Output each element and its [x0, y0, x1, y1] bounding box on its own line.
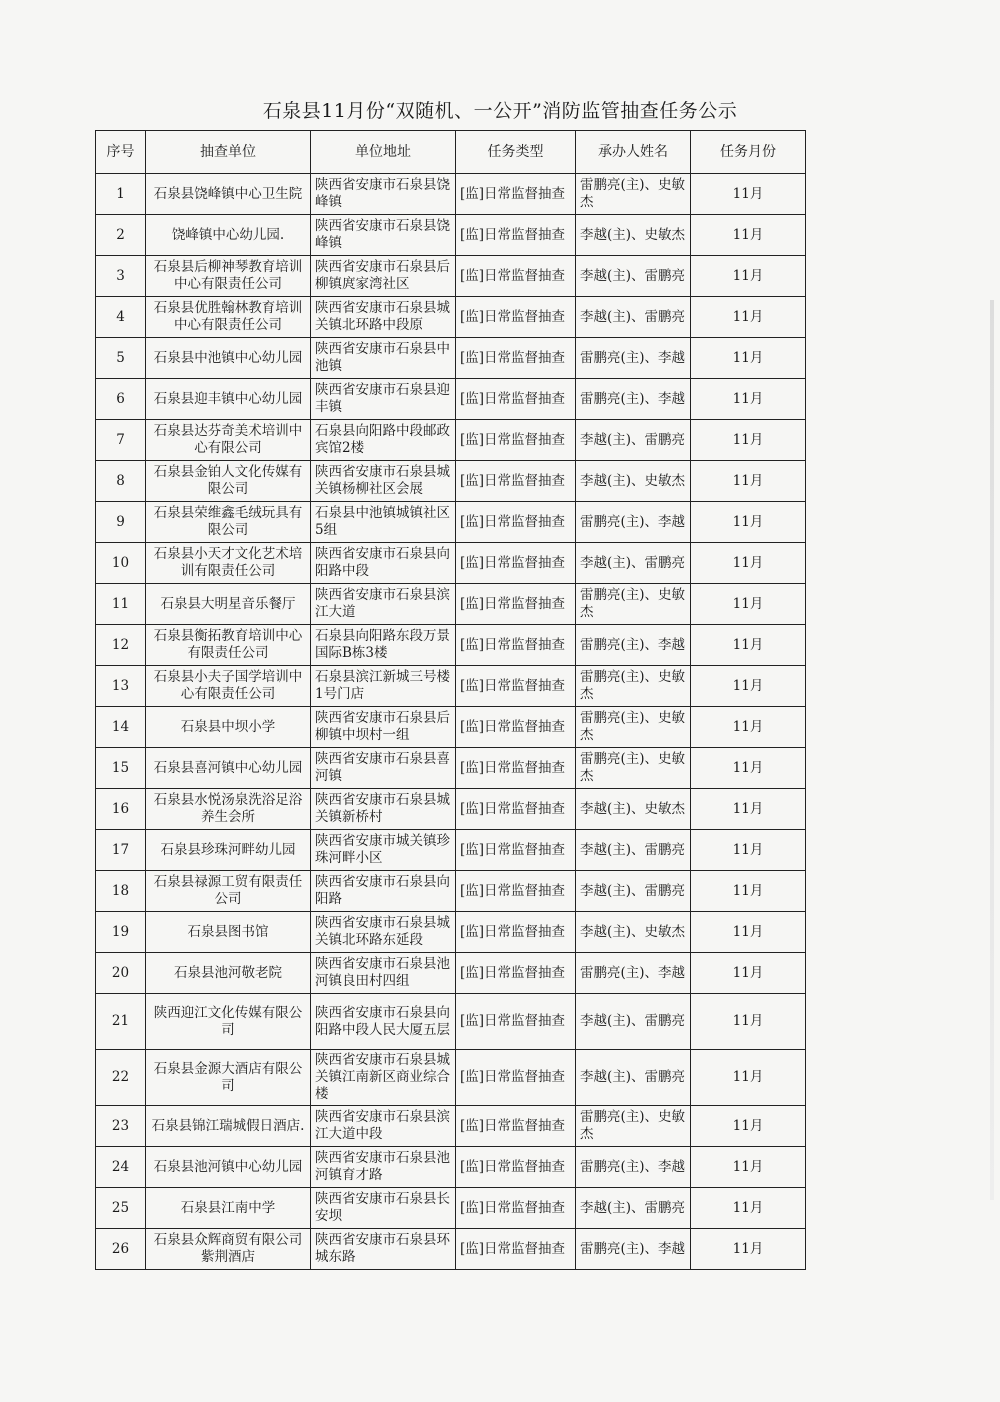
row-month: 11月: [691, 379, 806, 420]
row-month: 11月: [691, 256, 806, 297]
row-person: 雷鹏亮(主)、李越: [576, 1229, 691, 1270]
row-unit: 石泉县喜河镇中心幼儿园: [146, 748, 311, 789]
row-month: 11月: [691, 789, 806, 830]
header-unit: 抽查单位: [146, 131, 311, 174]
row-unit: 石泉县达芬奇美术培训中心有限公司: [146, 420, 311, 461]
table-row: [96, 1050, 806, 1106]
row-person: 雷鹏亮(主)、史敏杰: [576, 666, 691, 707]
table-row: [96, 379, 806, 420]
row-unit: 石泉县优胜翰林教育培训中心有限责任公司: [146, 297, 311, 338]
row-number: 21: [96, 994, 146, 1050]
row-address: 石泉县滨江新城三号楼1号门店: [311, 666, 456, 707]
table-row: [96, 1147, 806, 1188]
row-task-type: [监]日常监督抽查: [456, 174, 576, 215]
row-month: 11月: [691, 461, 806, 502]
row-unit: 石泉县大明星音乐餐厅: [146, 584, 311, 625]
row-person: 李越(主)、雷鹏亮: [576, 297, 691, 338]
row-unit: 石泉县饶峰镇中心卫生院: [146, 174, 311, 215]
row-unit: 石泉县荣维鑫毛绒玩具有限公司: [146, 502, 311, 543]
table-row: [96, 666, 806, 707]
row-month: 11月: [691, 215, 806, 256]
row-unit: 石泉县池河敬老院: [146, 953, 311, 994]
document-title: 石泉县11月份“双随机、一公开”消防监管抽查任务公示: [262, 100, 738, 122]
row-address: 陕西省安康市石泉县滨江大道: [311, 584, 456, 625]
row-task-type: [监]日常监督抽查: [456, 584, 576, 625]
row-task-type: [监]日常监督抽查: [456, 789, 576, 830]
row-number: 17: [96, 830, 146, 871]
row-month: 11月: [691, 420, 806, 461]
row-task-type: [监]日常监督抽查: [456, 1147, 576, 1188]
row-unit: 石泉县中池镇中心幼儿园: [146, 338, 311, 379]
row-unit: 石泉县金源大酒店有限公司: [146, 1050, 311, 1106]
row-address: 陕西省安康市石泉县城关镇北环路东延段: [311, 912, 456, 953]
table-row: [96, 215, 806, 256]
row-task-type: [监]日常监督抽查: [456, 215, 576, 256]
row-person: 李越(主)、雷鹏亮: [576, 1050, 691, 1106]
row-number: 15: [96, 748, 146, 789]
row-task-type: [监]日常监督抽查: [456, 666, 576, 707]
row-task-type: [监]日常监督抽查: [456, 502, 576, 543]
table-row: [96, 871, 806, 912]
row-unit: 石泉县衡拓教育培训中心有限责任公司: [146, 625, 311, 666]
row-unit: 石泉县池河镇中心幼儿园: [146, 1147, 311, 1188]
row-month: 11月: [691, 830, 806, 871]
row-address: 陕西省安康市石泉县环城东路: [311, 1229, 456, 1270]
row-task-type: [监]日常监督抽查: [456, 379, 576, 420]
row-person: 雷鹏亮(主)、李越: [576, 338, 691, 379]
row-month: 11月: [691, 1229, 806, 1270]
row-task-type: [监]日常监督抽查: [456, 748, 576, 789]
row-task-type: [监]日常监督抽查: [456, 830, 576, 871]
row-number: 3: [96, 256, 146, 297]
row-number: 25: [96, 1188, 146, 1229]
row-person: 雷鹏亮(主)、史敏杰: [576, 1106, 691, 1147]
header-no: 序号: [96, 131, 146, 174]
table-row: [96, 338, 806, 379]
row-address: 石泉县中池镇城镇社区5组: [311, 502, 456, 543]
row-person: 李越(主)、史敏杰: [576, 215, 691, 256]
row-number: 14: [96, 707, 146, 748]
table-row: [96, 1229, 806, 1270]
row-person: 李越(主)、雷鹏亮: [576, 420, 691, 461]
row-unit: 石泉县锦江瑞城假日酒店.: [146, 1106, 311, 1147]
row-number: 12: [96, 625, 146, 666]
row-task-type: [监]日常监督抽查: [456, 1106, 576, 1147]
row-person: 雷鹏亮(主)、李越: [576, 1147, 691, 1188]
table-row: [96, 543, 806, 584]
row-number: 1: [96, 174, 146, 215]
row-month: 11月: [691, 1050, 806, 1106]
row-address: 陕西省安康市石泉县滨江大道中段: [311, 1106, 456, 1147]
row-address: 陕西省安康市石泉县城关镇杨柳社区会展: [311, 461, 456, 502]
row-month: 11月: [691, 543, 806, 584]
row-task-type: [监]日常监督抽查: [456, 461, 576, 502]
row-task-type: [监]日常监督抽查: [456, 625, 576, 666]
row-unit: 石泉县中坝小学: [146, 707, 311, 748]
row-address: 陕西省安康市石泉县城关镇江南新区商业综合楼: [311, 1050, 456, 1106]
row-number: 23: [96, 1106, 146, 1147]
table-header-row: [96, 131, 806, 174]
row-task-type: [监]日常监督抽查: [456, 1050, 576, 1106]
row-person: 雷鹏亮(主)、李越: [576, 502, 691, 543]
row-number: 18: [96, 871, 146, 912]
row-unit: 陕西迎江文化传媒有限公司: [146, 994, 311, 1050]
row-number: 4: [96, 297, 146, 338]
row-task-type: [监]日常监督抽查: [456, 1188, 576, 1229]
row-unit: 石泉县水悦汤泉洗浴足浴养生会所: [146, 789, 311, 830]
row-unit: 石泉县小夫子国学培训中心有限责任公司: [146, 666, 311, 707]
table-row: [96, 256, 806, 297]
row-task-type: [监]日常监督抽查: [456, 871, 576, 912]
row-address: 陕西省安康市石泉县喜河镇: [311, 748, 456, 789]
row-unit: 石泉县珍珠河畔幼儿园: [146, 830, 311, 871]
table-row: [96, 707, 806, 748]
row-task-type: [监]日常监督抽查: [456, 338, 576, 379]
row-month: 11月: [691, 748, 806, 789]
row-number: 9: [96, 502, 146, 543]
table-row: [96, 830, 806, 871]
row-month: 11月: [691, 871, 806, 912]
row-month: 11月: [691, 502, 806, 543]
row-person: 雷鹏亮(主)、史敏杰: [576, 748, 691, 789]
row-number: 24: [96, 1147, 146, 1188]
row-person: 雷鹏亮(主)、史敏杰: [576, 584, 691, 625]
table-row: [96, 625, 806, 666]
row-person: 李越(主)、雷鹏亮: [576, 1188, 691, 1229]
row-address: 陕西省安康市石泉县饶峰镇: [311, 174, 456, 215]
row-task-type: [监]日常监督抽查: [456, 707, 576, 748]
row-month: 11月: [691, 174, 806, 215]
row-person: 李越(主)、雷鹏亮: [576, 256, 691, 297]
table-row: [96, 584, 806, 625]
row-task-type: [监]日常监督抽查: [456, 543, 576, 584]
table-row: [96, 953, 806, 994]
row-person: 李越(主)、史敏杰: [576, 461, 691, 502]
row-address: 陕西省安康市石泉县池河镇良田村四组: [311, 953, 456, 994]
row-person: 雷鹏亮(主)、李越: [576, 625, 691, 666]
row-month: 11月: [691, 1106, 806, 1147]
row-task-type: [监]日常监督抽查: [456, 994, 576, 1050]
row-unit: 石泉县图书馆: [146, 912, 311, 953]
table-row: [96, 502, 806, 543]
row-address: 陕西省安康市石泉县城关镇北环路中段原: [311, 297, 456, 338]
table-row: [96, 297, 806, 338]
table-row: [96, 748, 806, 789]
row-address: 石泉县向阳路东段万景国际B栋3楼: [311, 625, 456, 666]
header-task-type: 任务类型: [456, 131, 576, 174]
table-row: [96, 994, 806, 1050]
row-month: 11月: [691, 1147, 806, 1188]
header-person: 承办人姓名: [576, 131, 691, 174]
row-number: 8: [96, 461, 146, 502]
row-task-type: [监]日常监督抽查: [456, 953, 576, 994]
scan-edge-shadow: [990, 300, 994, 1200]
table-row: [96, 420, 806, 461]
header-address: 单位地址: [311, 131, 456, 174]
row-person: 李越(主)、雷鹏亮: [576, 871, 691, 912]
row-address: 陕西省安康市石泉县向阳路中段: [311, 543, 456, 584]
table-row: [96, 174, 806, 215]
row-address: 陕西省安康市石泉县池河镇育才路: [311, 1147, 456, 1188]
row-unit: 石泉县众辉商贸有限公司紫荆酒店: [146, 1229, 311, 1270]
row-number: 7: [96, 420, 146, 461]
header-month: 任务月份: [691, 131, 806, 174]
row-task-type: [监]日常监督抽查: [456, 912, 576, 953]
row-number: 2: [96, 215, 146, 256]
row-address: 陕西省安康市城关镇珍珠河畔小区: [311, 830, 456, 871]
row-address: 陕西省安康市石泉县中池镇: [311, 338, 456, 379]
row-person: 雷鹏亮(主)、史敏杰: [576, 174, 691, 215]
row-person: 李越(主)、雷鹏亮: [576, 830, 691, 871]
row-number: 13: [96, 666, 146, 707]
row-number: 16: [96, 789, 146, 830]
row-month: 11月: [691, 1188, 806, 1229]
row-month: 11月: [691, 666, 806, 707]
row-number: 6: [96, 379, 146, 420]
row-person: 雷鹏亮(主)、史敏杰: [576, 707, 691, 748]
row-address: 陕西省安康市石泉县长安坝: [311, 1188, 456, 1229]
row-address: 陕西省安康市石泉县饶峰镇: [311, 215, 456, 256]
row-number: 10: [96, 543, 146, 584]
row-unit: 石泉县后柳神琴教育培训中心有限责任公司: [146, 256, 311, 297]
table-row: [96, 1106, 806, 1147]
row-unit: 饶峰镇中心幼儿园.: [146, 215, 311, 256]
table-row: [96, 461, 806, 502]
row-task-type: [监]日常监督抽查: [456, 297, 576, 338]
row-address: 石泉县向阳路中段邮政宾馆2楼: [311, 420, 456, 461]
task-table: [95, 130, 806, 1270]
row-task-type: [监]日常监督抽查: [456, 1229, 576, 1270]
table-row: [96, 912, 806, 953]
row-task-type: [监]日常监督抽查: [456, 420, 576, 461]
row-number: 11: [96, 584, 146, 625]
row-person: 李越(主)、雷鹏亮: [576, 994, 691, 1050]
row-address: 陕西省安康市石泉县向阳路: [311, 871, 456, 912]
row-month: 11月: [691, 707, 806, 748]
row-number: 20: [96, 953, 146, 994]
row-unit: 石泉县禄源工贸有限责任公司: [146, 871, 311, 912]
row-address: 陕西省安康市石泉县向阳路中段人民大厦五层: [311, 994, 456, 1050]
row-person: 雷鹏亮(主)、李越: [576, 953, 691, 994]
row-person: 雷鹏亮(主)、李越: [576, 379, 691, 420]
row-month: 11月: [691, 297, 806, 338]
row-unit: 石泉县小天才文化艺术培训有限责任公司: [146, 543, 311, 584]
row-month: 11月: [691, 625, 806, 666]
table-row: [96, 1188, 806, 1229]
row-month: 11月: [691, 584, 806, 625]
row-month: 11月: [691, 994, 806, 1050]
row-unit: 石泉县金铂人文化传媒有限公司: [146, 461, 311, 502]
row-task-type: [监]日常监督抽查: [456, 256, 576, 297]
row-unit: 石泉县迎丰镇中心幼儿园: [146, 379, 311, 420]
row-address: 陕西省安康市石泉县城关镇新桥村: [311, 789, 456, 830]
row-number: 5: [96, 338, 146, 379]
row-person: 李越(主)、雷鹏亮: [576, 543, 691, 584]
row-month: 11月: [691, 338, 806, 379]
row-number: 22: [96, 1050, 146, 1106]
row-address: 陕西省安康市石泉县后柳镇庹家湾社区: [311, 256, 456, 297]
row-person: 李越(主)、史敏杰: [576, 789, 691, 830]
row-person: 李越(主)、史敏杰: [576, 912, 691, 953]
row-address: 陕西省安康市石泉县迎丰镇: [311, 379, 456, 420]
table-row: [96, 789, 806, 830]
row-month: 11月: [691, 912, 806, 953]
row-address: 陕西省安康市石泉县后柳镇中坝村一组: [311, 707, 456, 748]
row-month: 11月: [691, 953, 806, 994]
row-unit: 石泉县江南中学: [146, 1188, 311, 1229]
row-number: 19: [96, 912, 146, 953]
row-number: 26: [96, 1229, 146, 1270]
